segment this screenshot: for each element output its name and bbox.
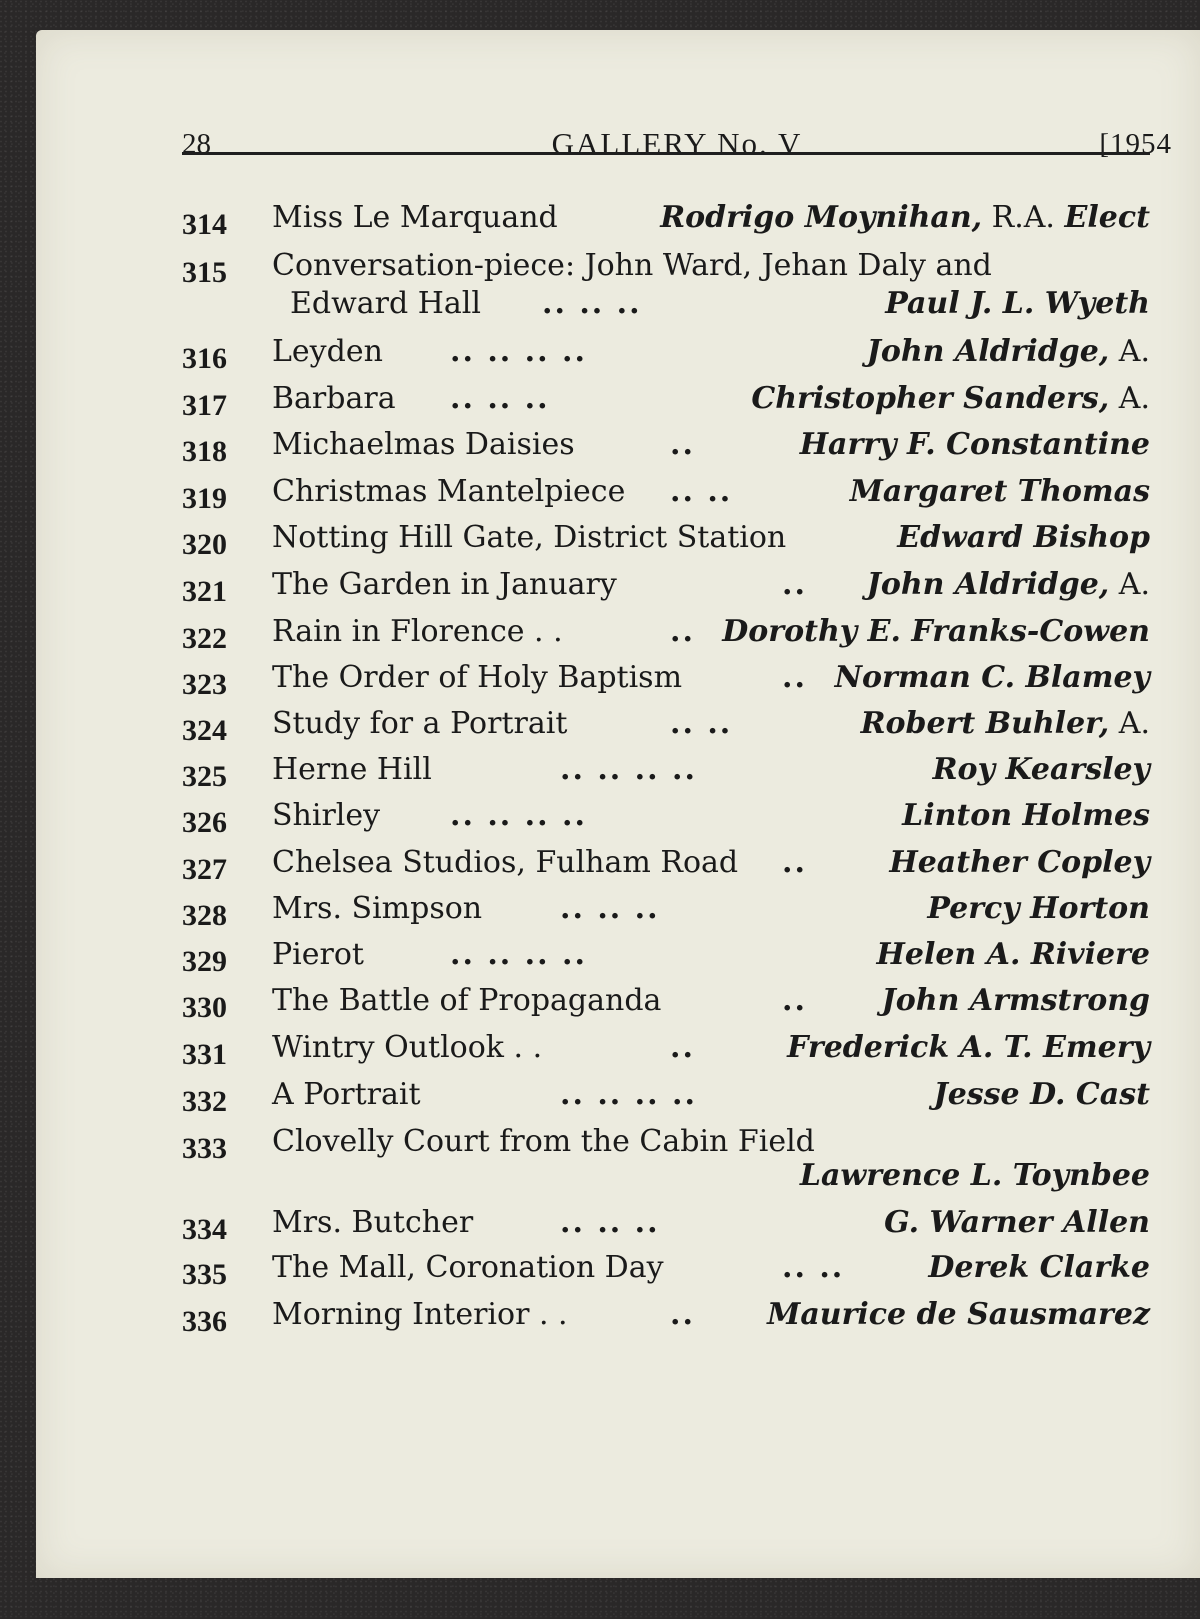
artist-suffix: A. (1109, 706, 1150, 741)
entry-number: 325 (182, 760, 227, 793)
entry-artist: G. Warner Allen (884, 1205, 1150, 1240)
entry-number: 335 (182, 1258, 227, 1291)
dot-leaders: .. (782, 845, 807, 880)
entry-artist (751, 381, 1150, 416)
dot-leaders: .. (670, 614, 695, 649)
artist-name: John Aldridge, (866, 334, 1110, 369)
entry-number: 332 (182, 1085, 227, 1118)
artist-suffix-elect: Elect (1064, 200, 1150, 235)
dot-leaders: .. .. .. .. (560, 1077, 697, 1112)
entry-title: Leyden (272, 334, 383, 369)
entry-number: 327 (182, 853, 227, 886)
entry-artist: Dorothy E. Franks-Cowen (722, 614, 1150, 649)
dot-leaders: .. .. .. (542, 286, 642, 321)
artist-suffix: A. (1109, 567, 1150, 602)
entry-number: 324 (182, 714, 227, 747)
entry-title: Morning Interior . . (272, 1297, 568, 1332)
entry-number: 334 (182, 1213, 227, 1246)
entry-number: 321 (182, 575, 227, 608)
entry-title: The Mall, Coronation Day (272, 1250, 664, 1285)
entry-title: Wintry Outlook . . (272, 1030, 543, 1065)
entry-number: 320 (182, 528, 227, 561)
entry-number: 326 (182, 806, 227, 839)
entry-artist: Frederick A. T. Emery (787, 1030, 1150, 1065)
entry-number: 319 (182, 482, 227, 515)
entry-title: The Order of Holy Baptism (272, 660, 683, 695)
entry-title: Conversation-piece: John Ward, Jehan Daly and (272, 248, 992, 283)
entry-title: Mrs. Simpson (272, 891, 483, 926)
entry-artist: Lawrence L. Toynbee (799, 1158, 1150, 1193)
entry-number: 333 (182, 1132, 227, 1165)
page-number: 28 (182, 128, 211, 160)
entry-title: Clovelly Court from the Cabin Field (272, 1124, 815, 1159)
entry-title-continued: Edward Hall (290, 286, 481, 321)
entry-artist (867, 567, 1150, 602)
entry-artist: Harry F. Constantine (799, 427, 1150, 462)
entry-artist: Linton Holmes (902, 798, 1150, 833)
dot-leaders: .. (782, 660, 807, 695)
entry-number: 336 (182, 1305, 227, 1338)
entry-artist: Edward Bishop (897, 520, 1150, 555)
entry-title: A Portrait (272, 1077, 421, 1112)
dot-leaders: .. (782, 567, 807, 602)
entry-artist (867, 334, 1150, 369)
artist-suffix: R.A. (982, 200, 1065, 235)
entry-artist (861, 706, 1150, 741)
dot-leaders: .. (670, 1030, 695, 1065)
dot-leaders: .. (670, 427, 695, 462)
dot-leaders: .. .. .. (560, 891, 660, 926)
year-mark: [1954 (1099, 128, 1172, 160)
entry-artist: Derek Clarke (928, 1250, 1150, 1285)
entry-artist (660, 200, 1150, 235)
entry-artist: Roy Kearsley (932, 752, 1150, 787)
dot-leaders: .. .. (670, 474, 733, 509)
entry-artist: Helen A. Riviere (876, 937, 1150, 972)
artist-name: Rodrigo Moynihan, (660, 200, 983, 235)
dot-leaders: .. .. (670, 706, 733, 741)
entry-title: Miss Le Marquand (272, 200, 558, 235)
entry-artist: Paul J. L. Wyeth (885, 286, 1150, 321)
dot-leaders: .. .. .. (560, 1205, 660, 1240)
entry-title: Study for a Portrait (272, 706, 568, 741)
dot-leaders: .. .. .. .. (450, 798, 587, 833)
header-rule (182, 152, 1150, 155)
entry-title: Rain in Florence . . (272, 614, 563, 649)
dot-leaders: .. .. .. .. (560, 752, 697, 787)
dot-leaders: .. (782, 983, 807, 1018)
dot-leaders: .. .. .. .. (450, 334, 587, 369)
entry-title: Chelsea Studios, Fulham Road (272, 845, 739, 880)
entry-title: Herne Hill (272, 752, 432, 787)
entry-artist: Heather Copley (889, 845, 1150, 880)
entry-artist: John Armstrong (881, 983, 1150, 1018)
page-header (182, 100, 1172, 161)
entry-number: 314 (182, 208, 227, 241)
entry-number: 322 (182, 622, 227, 655)
entry-title: Barbara (272, 381, 396, 416)
entry-number: 323 (182, 668, 227, 701)
entry-artist: Norman C. Blamey (834, 660, 1150, 695)
entry-number: 328 (182, 899, 227, 932)
entry-number: 316 (182, 342, 227, 375)
entry-number: 318 (182, 435, 227, 468)
running-title: GALLERY No. V (551, 126, 803, 161)
artist-name: John Aldridge, (866, 567, 1110, 602)
dot-leaders: .. (670, 1297, 695, 1332)
entry-title: The Garden in January (272, 567, 617, 602)
artist-suffix: A. (1109, 334, 1150, 369)
entry-number: 331 (182, 1038, 227, 1071)
entry-artist: Jesse D. Cast (933, 1077, 1150, 1112)
entry-title: Mrs. Butcher (272, 1205, 474, 1240)
entry-title: Michaelmas Daisies (272, 427, 575, 462)
entry-artist: Maurice de Sausmarez (767, 1297, 1150, 1332)
dot-leaders: .. .. .. .. (450, 937, 587, 972)
entry-number: 329 (182, 945, 227, 978)
dot-leaders: .. .. (782, 1250, 845, 1285)
entry-number: 330 (182, 991, 227, 1024)
artist-suffix: A. (1109, 381, 1150, 416)
artist-name: Christopher Sanders, (751, 381, 1110, 416)
entry-artist: Percy Horton (927, 891, 1150, 926)
entry-number: 317 (182, 389, 227, 422)
dot-leaders: .. .. .. (450, 381, 550, 416)
entry-artist: Margaret Thomas (849, 474, 1150, 509)
entry-title: Shirley (272, 798, 381, 833)
entry-title: Christmas Mantelpiece (272, 474, 626, 509)
entry-number: 315 (182, 256, 227, 289)
artist-name: Robert Buhler, (860, 706, 1110, 741)
entry-title: Pierot (272, 937, 364, 972)
entry-title: Notting Hill Gate, District Station (272, 520, 787, 555)
entry-title: The Battle of Propaganda (272, 983, 662, 1018)
